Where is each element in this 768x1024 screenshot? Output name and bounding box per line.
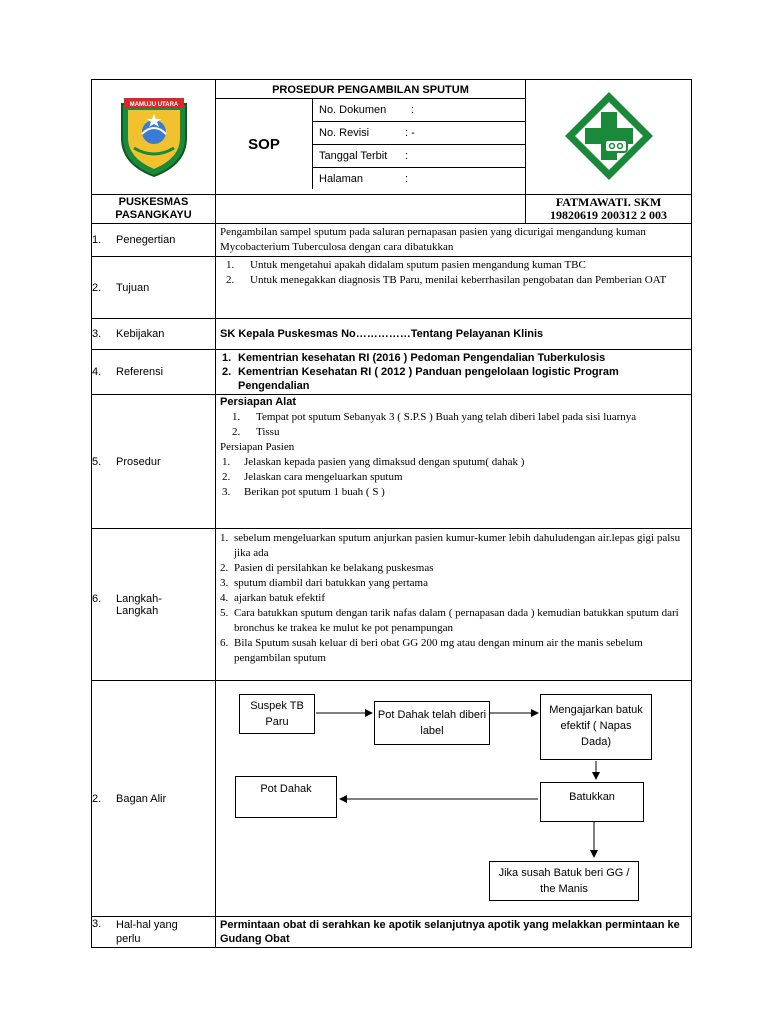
right-logo-cell xyxy=(526,80,692,195)
signatory-name: FATMAWATI. SKM xyxy=(555,195,662,209)
meta-label: No. Dokumen xyxy=(319,104,387,116)
list-item: 1. Kementrian kesehatan RI (2016 ) Pedoman Pengendalian Tuberkulosis xyxy=(222,352,606,364)
section-number: 3. xyxy=(92,918,102,930)
meta-list xyxy=(313,99,525,189)
meta-value: : xyxy=(405,173,409,185)
sop-table xyxy=(91,79,692,948)
meta-value: : xyxy=(411,104,415,116)
flowchart-cell xyxy=(216,681,692,917)
section-label-cell xyxy=(92,917,216,948)
list-item: 5. Cara batukkan sputum dengan tarik nafas dalam ( pernapasan dada ) kemudian batukkan sputum dari bronchus ke trakea ke mulut ke pot penampungan xyxy=(220,607,679,634)
row-referensi xyxy=(92,350,692,395)
list-item: 1. Jelaskan kepada pasien yang dimaksud dengan sputum( dahak ) xyxy=(222,456,525,468)
hal-text: Permintaan obat di serahkan ke apotik selanjutnya apotik yang melakkan permintaan ke Gudang Obat xyxy=(216,917,692,948)
logo-lettering: MAMUJU UTARA xyxy=(129,101,178,108)
flow-box-susah: Jika susah Batuk beri GG / the Manis xyxy=(489,861,639,901)
section-label-cell xyxy=(92,350,216,395)
row-bagan-alir xyxy=(92,681,692,917)
section-label: Penegertian xyxy=(116,234,176,246)
pengertian-text: Pengambilan sampel sputum pada saluran pernapasan pasien yang dicurigai mengandung kuman Mycobacterium Tuberculosa dengan cara dibatukkan xyxy=(216,224,692,257)
section-label: Langkah-Langkah xyxy=(116,592,162,617)
section-label-cell xyxy=(92,681,216,917)
list-item: 1. sebelum mengeluarkan sputum anjurkan pasien kumur-kumer lebih dahuludengan air.lepas gigi palsu jika ada xyxy=(220,532,681,559)
institution-spacer xyxy=(216,195,526,224)
section-label-cell xyxy=(92,257,216,319)
mamuju-utara-logo xyxy=(114,94,194,178)
puskesmas-logo xyxy=(561,88,657,184)
pasien-list xyxy=(220,455,687,500)
sop-box xyxy=(216,98,525,189)
meta-label: Tanggal Terbit xyxy=(319,150,388,162)
document-title: PROSEDUR PENGAMBILAN SPUTUM xyxy=(272,84,469,96)
section-number: 2. xyxy=(92,792,102,805)
section-number: 6. xyxy=(92,592,102,605)
kebijakan-text: SK Kepala Puskesmas No……………Tentang Pelayanan Klinis xyxy=(216,319,692,350)
section-number: 1. xyxy=(92,234,102,246)
meta-label: Halaman xyxy=(319,173,364,185)
section-number: 3. xyxy=(92,328,102,340)
list-item: 3. Berikan pot sputum 1 buah ( S ) xyxy=(222,486,385,498)
list-item: 1. Untuk mengetahui apakah didalam sputum pasien mengandung kuman TBC xyxy=(226,259,586,271)
header-row xyxy=(92,80,692,195)
list-item: 2. Tissu xyxy=(232,426,280,438)
alat-list xyxy=(220,410,687,440)
meta-row-tanggal xyxy=(313,144,525,167)
row-hal-hal xyxy=(92,917,692,948)
list-item: 2. Untuk menegakkan diagnosis TB Paru, menilai keberrhasilan pengobatan dan Pemberian OAT xyxy=(226,274,667,286)
list-item: 2. Jelaskan cara mengeluarkan sputum xyxy=(222,471,403,483)
row-kebijakan xyxy=(92,319,692,350)
meta-row-halaman xyxy=(313,167,525,190)
section-number: 5. xyxy=(92,455,102,468)
list-item: 2. Pasien di persilahkan ke belakang puskesmas xyxy=(220,562,434,574)
meta-row-revisi xyxy=(313,121,525,144)
left-logo-cell xyxy=(92,80,216,195)
section-label-cell xyxy=(92,224,216,257)
referensi-content xyxy=(216,350,692,395)
tujuan-content xyxy=(216,257,692,319)
flow-box-batukkan: Batukkan xyxy=(540,782,644,822)
section-label: Hal-hal yang perlu xyxy=(116,919,178,945)
section-number: 4. xyxy=(92,366,102,378)
list-item: 2. Kementrian Kesehatan RI ( 2012 ) Panduan pengelolaan logistic Program Pengendalian xyxy=(222,366,619,392)
section-label: Referensi xyxy=(116,366,164,378)
section-label: Kebijakan xyxy=(116,328,165,340)
meta-value: : - xyxy=(405,127,415,139)
institution-name: PUSKESMAS PASANGKAYU xyxy=(92,195,216,224)
tujuan-list xyxy=(220,258,687,288)
sop-document xyxy=(91,79,691,948)
meta-value: : xyxy=(405,150,409,162)
row-langkah xyxy=(92,529,692,681)
list-item: 3. sputum diambil dari batukkan yang pertama xyxy=(220,577,428,589)
prosedur-content xyxy=(216,395,692,529)
flow-box-suspek: Suspek TB Paru xyxy=(239,694,315,734)
section-number: 2. xyxy=(92,281,102,294)
meta-row-dokumen xyxy=(313,99,525,121)
flow-box-ajarkan: Mengajarkan batuk efektif ( Napas Dada) xyxy=(540,694,652,760)
sop-label: SOP xyxy=(216,99,313,189)
section-label-cell xyxy=(92,529,216,681)
flow-box-pot-label: Pot Dahak telah diberi label xyxy=(374,701,490,745)
header-center-cell xyxy=(216,80,526,195)
referensi-list xyxy=(220,351,687,393)
persiapan-pasien-title: Persiapan Pasien xyxy=(220,441,295,453)
section-label-cell xyxy=(92,319,216,350)
signatory-id: 19820619 200312 2 003 xyxy=(550,208,667,222)
institution-row xyxy=(92,195,692,224)
section-label: Tujuan xyxy=(116,281,150,294)
langkah-content xyxy=(216,529,692,681)
list-item: 6. Bila Sputum susah keluar di beri obat GG 200 mg atau dengan minum air the manis sebelum pengambilan sputum xyxy=(220,637,643,664)
section-label: Bagan Alir xyxy=(116,792,167,805)
meta-label: No. Revisi xyxy=(319,127,370,139)
section-label-cell xyxy=(92,395,216,529)
section-label: Prosedur xyxy=(116,455,161,468)
row-tujuan xyxy=(92,257,692,319)
row-prosedur xyxy=(92,395,692,529)
signatory xyxy=(526,195,692,224)
persiapan-alat-title: Persiapan Alat xyxy=(220,396,297,408)
flowchart xyxy=(216,681,691,915)
row-pengertian xyxy=(92,224,692,257)
list-item: 4. ajarkan batuk efektif xyxy=(220,592,326,604)
list-item: 1. Tempat pot sputum Sebanyak 3 ( S.P.S ) Buah yang telah diberi label pada sisi luarnya xyxy=(232,411,637,423)
langkah-list xyxy=(220,531,687,666)
flow-box-pot-dahak: Pot Dahak xyxy=(235,776,337,818)
